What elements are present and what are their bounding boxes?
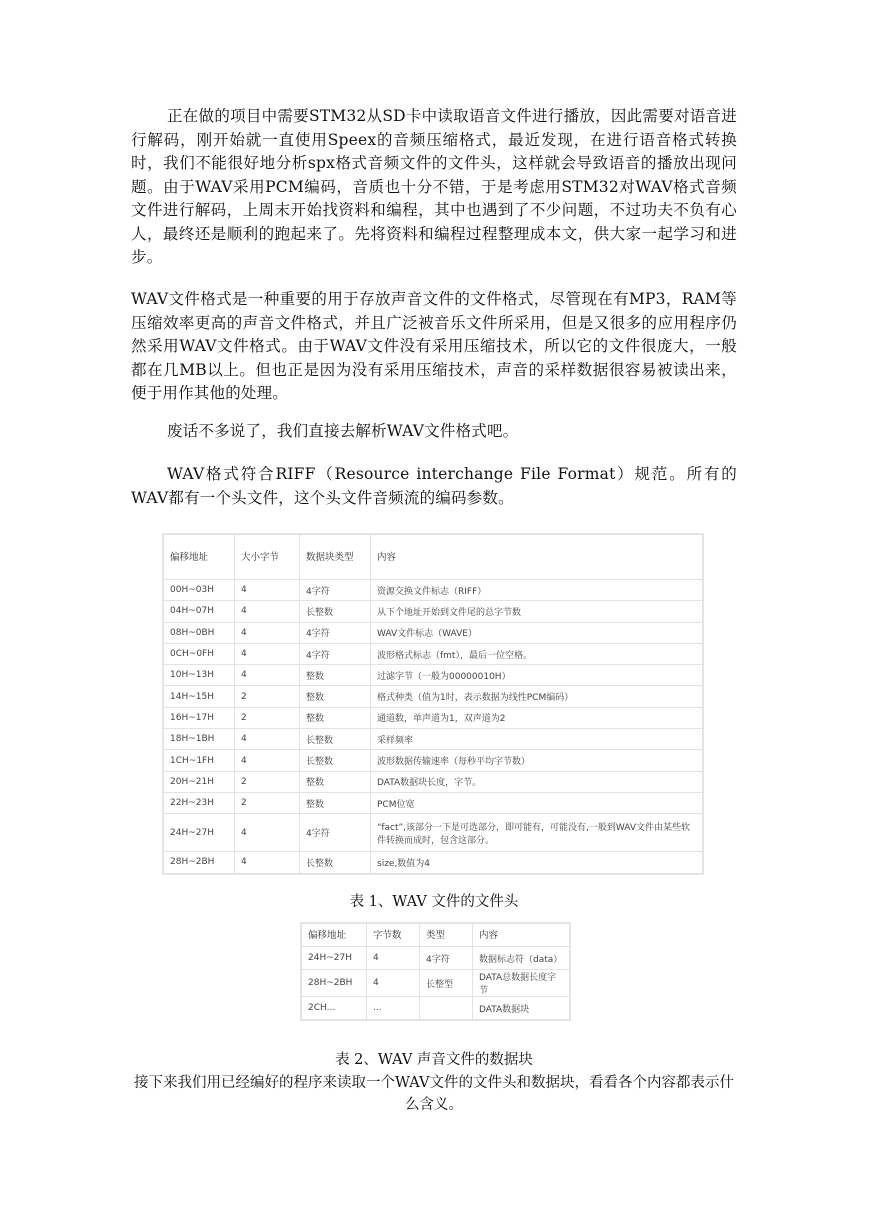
- cell-content: DATA数据块长度，字节。: [371, 771, 703, 792]
- header-offset: 偏移地址: [302, 924, 367, 947]
- cell-size: 4: [235, 729, 300, 750]
- cell-content: 过滤字节（一般为00000010H）: [371, 665, 703, 686]
- cell-type: 长整型: [420, 970, 473, 997]
- cell-content: 数据标志符（data）: [473, 947, 570, 970]
- table-row: [164, 814, 703, 852]
- cell-offset: 18H~1BH: [164, 729, 235, 750]
- cell-offset: 22H~23H: [164, 792, 235, 813]
- cell-type: 长整数: [300, 852, 371, 873]
- table2-caption: 表 2、WAV 声音文件的数据块: [335, 1052, 533, 1068]
- cell-type: 4字符: [300, 622, 371, 643]
- cell-size: 4: [235, 852, 300, 873]
- cell-content: 资源交换文件标志（RIFF）: [371, 580, 703, 601]
- table-row: [164, 707, 703, 728]
- table-row: [302, 970, 570, 997]
- transition-paragraph: 废话不多说了，我们直接去解析WAV文件格式吧。: [167, 422, 519, 440]
- table-row: [164, 686, 703, 707]
- table-header-row: [302, 924, 570, 947]
- cell-content: 采样频率: [371, 729, 703, 750]
- cell-offset: 10H~13H: [164, 665, 235, 686]
- cell-offset: 20H~21H: [164, 771, 235, 792]
- cell-size: 2: [235, 792, 300, 813]
- cell-content: DATA数据块: [473, 997, 570, 1020]
- cell-size: 4: [235, 814, 300, 852]
- cell-offset: 24H~27H: [302, 947, 367, 970]
- cell-type: 整数: [300, 665, 371, 686]
- cell-type: 4字符: [300, 814, 371, 852]
- table1-caption: 表 1、WAV 文件的文件头: [349, 894, 519, 910]
- cell-size: 4: [235, 580, 300, 601]
- cell-content: WAV文件标志（WAVE）: [371, 622, 703, 643]
- table-header-row: [164, 535, 703, 580]
- cell-content: DATA总数据长度字节: [473, 970, 570, 997]
- wav-header-table: [162, 533, 704, 875]
- cell-content: PCM位宽: [371, 792, 703, 813]
- table-row: [164, 601, 703, 622]
- cell-type: 长整数: [300, 750, 371, 771]
- cell-content: “fact”,该部分一下是可选部分，即可能有，可能没有,一般到WAV文件由某些软件转换而成时，包含这部分。: [371, 814, 703, 852]
- cell-size: 4: [235, 665, 300, 686]
- cell-offset: 2CH...: [302, 997, 367, 1020]
- table-row: [164, 852, 703, 873]
- cell-bytes: ...: [367, 997, 420, 1020]
- cell-offset: 04H~07H: [164, 601, 235, 622]
- cell-type: 长整数: [300, 729, 371, 750]
- header-size: 大小字节: [235, 535, 300, 580]
- cell-type: 长整数: [300, 601, 371, 622]
- header-type: 数据块类型: [300, 535, 371, 580]
- table-row: [164, 622, 703, 643]
- cell-size: 4: [235, 622, 300, 643]
- header-bytes: 字节数: [367, 924, 420, 947]
- cell-offset: 1CH~1FH: [164, 750, 235, 771]
- table-row: [164, 643, 703, 664]
- header-offset: 偏移地址: [164, 535, 235, 580]
- table-row: [302, 947, 570, 970]
- cell-content: size,数值为4: [371, 852, 703, 873]
- cell-type: 整数: [300, 792, 371, 813]
- table-row: [164, 792, 703, 813]
- riff-paragraph: WAV格式符合RIFF（Resource interchange File Format）规范。所有的WAV都有一个头文件，这个头文件音频流的编码参数。: [131, 465, 737, 507]
- cell-bytes: 4: [367, 970, 420, 997]
- table-row: [164, 665, 703, 686]
- cell-content: 波形格式标志（fmt），最后一位空格。: [371, 643, 703, 664]
- cell-size: 4: [235, 601, 300, 622]
- cell-offset: 24H~27H: [164, 814, 235, 852]
- cell-offset: 16H~17H: [164, 707, 235, 728]
- cell-content: 通道数，单声道为1，双声道为2: [371, 707, 703, 728]
- cell-type: 整数: [300, 686, 371, 707]
- cell-content: 从下个地址开始到文件尾的总字节数: [371, 601, 703, 622]
- cell-type: 4字符: [300, 580, 371, 601]
- header-content: 内容: [371, 535, 703, 580]
- cell-offset: 28H~2BH: [164, 852, 235, 873]
- cell-content: 格式种类（值为1时，表示数据为线性PCM编码）: [371, 686, 703, 707]
- table-row: [302, 997, 570, 1020]
- table-row: [164, 771, 703, 792]
- cell-type: 4字符: [300, 643, 371, 664]
- cell-offset: 14H~15H: [164, 686, 235, 707]
- cell-size: 4: [235, 643, 300, 664]
- wav-data-block-table: [300, 922, 571, 1021]
- cell-size: 2: [235, 686, 300, 707]
- cell-size: 4: [235, 750, 300, 771]
- intro-paragraph: 正在做的项目中需要STM32从SD卡中读取语音文件进行播放，因此需要对语音进行解码，刚开始就一直使用Speex的音频压缩格式，最近发现，在进行语音格式转换时，我们不能很好地分析spx格式音频文件的文件头，这样就会导致语音的播放出现问题。由于WAV采用PCM编码，音质也十分不错，于是考虑用STM32对WAV格式音频文件进行解码，上周末开始找资料和编程，其中也遇到了不少问题，不过功夫不负有心人，最终还是顺利的跑起来了。先将资料和编程过程整理成本文，供大家一起学习和进步。: [131, 107, 737, 266]
- wav-format-paragraph: WAV文件格式是一种重要的用于存放声音文件的文件格式，尽管现在有MP3，RAM等压缩效率更高的声音文件格式，并且广泛被音乐文件所采用，但是又很多的应用程序仍然采用WAV文件格式。由于WAV文件没有采用压缩技术，所以它的文件很庞大，一般都在几MB以上。但也正是因为没有采用压缩技术，声音的采样数据很容易被读出来，便于用作其他的处理。: [131, 290, 737, 402]
- cell-type: [420, 997, 473, 1020]
- cell-content: 波形数据传输速率（每秒平均字节数）: [371, 750, 703, 771]
- table-row: [164, 580, 703, 601]
- cell-offset: 00H~03H: [164, 580, 235, 601]
- cell-size: 2: [235, 707, 300, 728]
- cell-offset: 0CH~0FH: [164, 643, 235, 664]
- cell-size: 2: [235, 771, 300, 792]
- cell-offset: 28H~2BH: [302, 970, 367, 997]
- cell-type: 4字符: [420, 947, 473, 970]
- header-content: 内容: [473, 924, 570, 947]
- cell-type: 整数: [300, 771, 371, 792]
- table-row: [164, 729, 703, 750]
- cell-bytes: 4: [367, 947, 420, 970]
- cell-type: 整数: [300, 707, 371, 728]
- cell-offset: 08H~0BH: [164, 622, 235, 643]
- closing-paragraph: 接下来我们用已经编好的程序来读取一个WAV文件的文件头和数据块，看看各个内容都表示什么含义。: [134, 1075, 734, 1113]
- header-type: 类型: [420, 924, 473, 947]
- table-row: [164, 750, 703, 771]
